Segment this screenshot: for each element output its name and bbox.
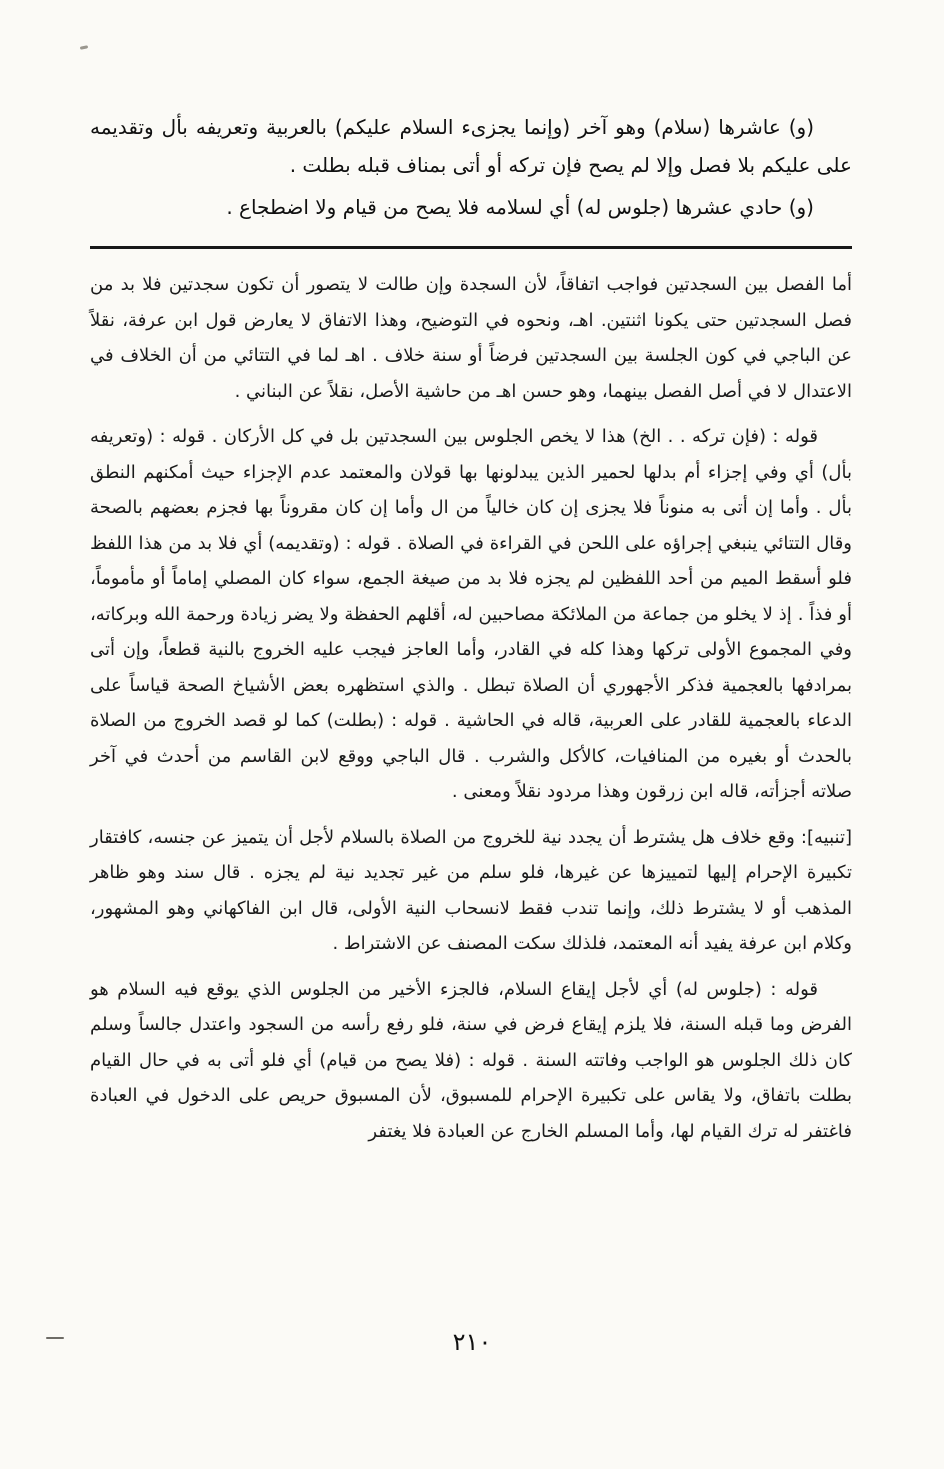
sharh-paragraph: [تنبيه]: وقع خلاف هل يشترط أن يجدد نية للخروج من الصلاة بالسلام لأجل أن يتميز عن جنسه، كافتقار تكبيرة الإحرام إليها لتمييزها عن غيرها، فلو سلم من غير تجديد نية لم يجزه . قال سند وهو ظاهر المذهب أو لا يشترط ذلك، وإنما تندب فقط لانسحاب النية الأولى، قال ابن الفاكهاني وهو المشهور، وكلام ابن عرفة يفيد أنه المعتمد، فلذلك سكت المصنف عن الاشتراط . [90,826,852,954]
matn-section [90,108,852,226]
matn-paragraph: (و) حادي عشرها (جلوس له) أي لسلامه فلا يصح من قيام ولا اضطجاع . [226,195,814,219]
section-divider [90,246,852,249]
sharh-paragraph: قوله : (فإن تركه . . الخ) هذا لا يخص الجلوس بين السجدتين بل في كل الأركان . قوله : (وتعريفه بأل) أي وفي إجزاء أم بدلها لحمير الذين يبدلونها بها قولان والمعتمد عدم الإجزاء حيث أمكنهم النطق بأل . وأما إن أتى به منوناً فلا يجزى إن كان خالياً من ال وأما إن كان مقروناً بها فجزم بعضهم بالصحة وقال التتائي ينبغي إجراؤه على اللحن في القراءة في الصلاة . قوله : (وتقديمه) أي فلا بد من هذا اللفظ فلو أسقط الميم من أحد اللفظين لم يجزه فلا بد من صيغة الجمع، سواء كان المصلي إماماً أو مأموماً، أو فذاً . إذ لا يخلو من جماعة من الملائكة مصاحبين له، أقلهم الحفظة ولا يضر زيادة ورحمة الله وبركاته، وفي المجموع الأولى تركها وهذا كله في القادر، وأما العاجز فيجب عليه الخروج بالنية قطعاً، وإن أتى بمرادفها بالعجمية فذكر الأجهوري أن الصلاة تبطل . والذي استظهره بعض الأشياخ الصحة قياساً على الدعاء بالعجمية للقادر على العربية، قاله في الحاشية . قوله : (بطلت) كما لو قصد الخروج من الصلاة بالحدث أو بغيره من المنافيات، كالأكل والشرب . قال الباجي ووقع لابن القاسم من أحدث في آخر صلاته أجزأته، قاله ابن زرقون وهذا مردود نقلاً ومعنى . [90,426,852,802]
sharh-paragraph: أما الفصل بين السجدتين فواجب اتفاقاً، لأن السجدة وإن طالت لا يتصور أن تكون سجدتين فلا بد من فصل السجدتين حتى يكونا اثنتين. اهـ، ونحوه في التوضيح، وهذا الاتفاق لا يعارض قول ابن عرفة، نقلاً عن الباجي في كون الجلسة بين السجدتين فرضاً أو سنة خلاف . اهـ لما في التتائي من أن الخلاف في الاعتدال لا في أصل الفصل بينهما، وهو حسن اهـ من حاشية الأصل، نقلاً عن البناني . [90,274,852,402]
sharh-paragraph: قوله : (جلوس له) أي لأجل إيقاع السلام، فالجزء الأخير من الجلوس الذي يوقع فيه السلام هو الفرض وما قبله السنة، فلا يلزم إيقاع فرض في سنة، فلو رفع رأسه من السجود واعتدل جالساً وسلم كان ذلك الجلوس هو الواجب وفاتته السنة . قوله : (فلا يصح من قيام) أي فلو أتى به في حال القيام بطلت باتفاق، ولا يقاس على تكبيرة الإحرام للمسبوق، لأن المسبوق حريص على الدخول في العبادة فاغتفر له ترك القيام لها، وأما المسلم الخارج عن العبادة فلا يغتفر [90,978,852,1142]
text-block [90,108,852,1149]
matn-paragraph: (و) عاشرها (سلام) وهو آخر (وإنما يجزىء السلام عليكم) بالعربية وتعريفه بأل وتقديمه على عليكم بلا فصل وإلا لم يصح فإن تركه أو أتى بمناف قبله بطلت . [90,115,852,177]
sharh-section [90,267,852,1149]
page-number: ٢١٠ [452,1328,492,1356]
scan-artifact-top [80,45,88,50]
